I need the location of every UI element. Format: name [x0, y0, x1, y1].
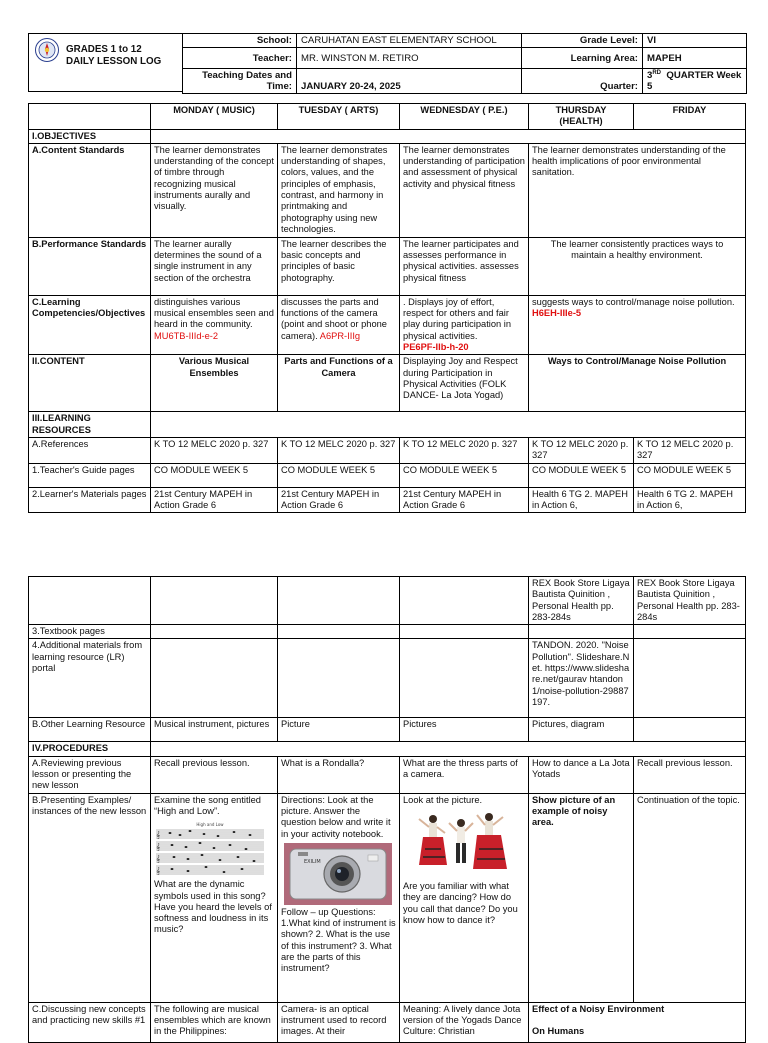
- teacher-value: MR. WINSTON M. RETIRO: [297, 48, 522, 69]
- presenting-tuesday: Directions: Look at the picture. Answer the question below and write it in your activity notebook. EXILIM Follow – up Questions: 1.What kind of instrument is shown? 2. What is the use of this instrument? 3. What are the parts of this instrument?: [278, 793, 400, 1002]
- header-info-table: [182, 33, 747, 94]
- svg-text:𝄞: 𝄞: [156, 855, 161, 864]
- day-header-thursday: THURSDAY (HEALTH): [529, 104, 634, 130]
- competency-code-wednesday: PE6PF-IIb-h-20: [403, 342, 469, 353]
- competencies-label: C.Learning Competencies/Objectives: [29, 295, 151, 354]
- day-header-friday: FRIDAY: [634, 104, 746, 130]
- rex-book-friday: REX Book Store Ligaya Bautista Quinition , Personal Health pp. 283-284s: [634, 577, 746, 625]
- folk-dancers-image: [411, 809, 511, 879]
- day-header-monday: MONDAY ( MUSIC): [151, 104, 278, 130]
- svg-text:𝄞: 𝄞: [156, 843, 161, 852]
- content-standards-health: The learner demonstrates understanding of the health implications of poor environmental sanitation.: [529, 143, 746, 237]
- discussing-label: C.Discussing new concepts and practicing new skills #1: [29, 1002, 151, 1042]
- other-resources-tuesday: Picture: [278, 718, 400, 742]
- reviewing-friday: Recall previous lesson.: [634, 756, 746, 793]
- other-resources-monday: Musical instrument, pictures: [151, 718, 278, 742]
- reviewing-tuesday: What is a Rondalla?: [278, 756, 400, 793]
- content-standards-label: A.Content Standards: [29, 143, 151, 237]
- competencies-tuesday: discusses the parts and functions of the camera (point and shoot or phone camera). A6PR-IIIg: [278, 295, 400, 354]
- competency-code-health: H6EH-IIIe-5: [532, 308, 582, 319]
- presenting-wednesday: Look at the picture. Are you familiar with what they are dancing? How do you call that dance? Do you know how to dance it?: [400, 793, 529, 1002]
- learners-materials-label: 2.Learner's Materials pages: [29, 487, 151, 513]
- teachers-guide-label: 1.Teacher's Guide pages: [29, 463, 151, 487]
- svg-text:𝄞: 𝄞: [156, 867, 161, 876]
- learning-area-label: Learning Area:: [522, 48, 643, 69]
- other-resources-thursday: Pictures, diagram: [529, 718, 634, 742]
- reviewing-monday: Recall previous lesson.: [151, 756, 278, 793]
- blank-corner: [29, 104, 151, 130]
- grade-level-label: Grade Level:: [522, 34, 643, 48]
- svg-text:𝄞: 𝄞: [156, 831, 161, 840]
- competency-code-monday: MU6TB-IIId-e-2: [154, 330, 219, 341]
- school-label: School:: [183, 34, 297, 48]
- rex-book-thursday: REX Book Store Ligaya Bautista Quinition , Personal Health pp. 283-284s: [529, 577, 634, 625]
- performance-standards-monday: The learner aurally determines the sound of a single instrument in any section of the orchestra: [151, 237, 278, 295]
- discussing-health: Effect of a Noisy Environment On Humans: [529, 1002, 746, 1042]
- procedures-heading: IV.PROCEDURES: [29, 742, 151, 756]
- teachers-guide-tuesday: CO MODULE WEEK 5: [278, 463, 400, 487]
- content-standards-tuesday: The learner demonstrates understanding of shapes, colors, values, and the principles of emphasis, contrast, and harmony in printmaking and photography using new technologies.: [278, 143, 400, 237]
- svg-text:High and Low: High and Low: [196, 822, 224, 828]
- competencies-monday: distinguishes various musical ensembles seen and heard in the community. MU6TB-IIId-e-2: [151, 295, 278, 354]
- references-friday: K TO 12 MELC 2020 p. 327: [634, 437, 746, 463]
- content-wednesday: Displaying Joy and Respect during Participation in Physical Activities (FOLK DANCE- La Jota Yogad): [400, 355, 529, 412]
- references-monday: K TO 12 MELC 2020 p. 327: [151, 437, 278, 463]
- presenting-friday: Continuation of the topic.: [634, 793, 746, 1002]
- learning-area-value: MAPEH: [643, 48, 747, 69]
- teachers-guide-friday: CO MODULE WEEK 5: [634, 463, 746, 487]
- presenting-thursday: Show picture of an example of noisy area.: [529, 793, 634, 1002]
- header-outline: [28, 33, 182, 92]
- grade-level-value: VI: [643, 34, 747, 48]
- document-title: GRADES 1 to 12 DAILY LESSON LOG: [66, 44, 162, 67]
- lesson-table-page-1: [28, 103, 746, 513]
- quarter-value: 3RD QUARTER Week 5: [643, 69, 747, 94]
- performance-standards-tuesday: The learner describes the basic concepts and principles of basic photography.: [278, 237, 400, 295]
- discussing-monday: The following are musical ensembles which are known in the Philippines:: [151, 1002, 278, 1042]
- presenting-monday: Examine the song entitled “High and Low”. High and Low 𝄞 𝄞 𝄞 𝄞 What are the dynamic symbols used in this song? Have you heard the levels of softness and loudness in its music?: [151, 793, 278, 1002]
- competency-code-tuesday: A6PR-IIIg: [319, 330, 361, 341]
- performance-standards-label: B.Performance Standards: [29, 237, 151, 295]
- dates-value: JANUARY 20-24, 2025: [297, 69, 522, 94]
- reviewing-label: A.Reviewing previous lesson or presenting the new lesson: [29, 756, 151, 793]
- presenting-label: B.Presenting Examples/ instances of the new lesson: [29, 793, 151, 1002]
- content-label: II.CONTENT: [29, 355, 151, 412]
- performance-standards-health: The learner consistently practices ways to maintain a healthy environment.: [529, 237, 746, 295]
- song-sheet-music-image: [154, 821, 266, 877]
- learners-materials-friday: Health 6 TG 2. MAPEH in Action 6,: [634, 487, 746, 513]
- content-health: Ways to Control/Manage Noise Pollution: [529, 355, 746, 412]
- references-tuesday: K TO 12 MELC 2020 p. 327: [278, 437, 400, 463]
- content-standards-monday: The learner demonstrates understanding of the concept of timbre through recognizing musical instruments aurally and visually.: [151, 143, 278, 237]
- learning-resources-heading: III.LEARNING RESOURCES: [29, 412, 151, 438]
- discussing-wednesday: Meaning: A lively dance Jota version of the Yogads Dance Culture: Christian: [400, 1002, 529, 1042]
- additional-materials-thursday: TANDON. 2020. "Noise Pollution". Slideshare.Net. https://www.slideshare.net/gaurav htandon1/noise-pollution-29887197.: [529, 639, 634, 718]
- other-resources-label: B.Other Learning Resource: [29, 718, 151, 742]
- additional-materials-label: 4.Additional materials from learning resource (LR) portal: [29, 639, 151, 718]
- references-thursday: K TO 12 MELC 2020 p. 327: [529, 437, 634, 463]
- content-standards-wednesday: The learner demonstrates understanding of participation and assessment of physical activity and physical fitness: [400, 143, 529, 237]
- content-tuesday: Parts and Functions of a Camera: [278, 355, 400, 412]
- teachers-guide-thursday: CO MODULE WEEK 5: [529, 463, 634, 487]
- references-label: A.References: [29, 437, 151, 463]
- day-header-tuesday: TUESDAY ( ARTS): [278, 104, 400, 130]
- teacher-label: Teacher:: [183, 48, 297, 69]
- competencies-wednesday: . Displays joy of effort, respect for others and fair play during participation in physical activities. PE6PF-IIb-h-20: [400, 295, 529, 354]
- camera-image: [284, 843, 392, 905]
- reviewing-thursday: How to dance a La Jota Yotads: [529, 756, 634, 793]
- references-wednesday: K TO 12 MELC 2020 p. 327: [400, 437, 529, 463]
- learners-materials-wednesday: 21st Century MAPEH in Action Grade 6: [400, 487, 529, 513]
- learners-materials-tuesday: 21st Century MAPEH in Action Grade 6: [278, 487, 400, 513]
- performance-standards-wednesday: The learner participates and assesses performance in physical activities. assesses physical fitness: [400, 237, 529, 295]
- lesson-table-page-2: [28, 576, 746, 1043]
- learners-materials-monday: 21st Century MAPEH in Action Grade 6: [151, 487, 278, 513]
- content-monday: Various Musical Ensembles: [151, 355, 278, 412]
- discussing-tuesday: Camera- is an optical instrument used to record images. At their: [278, 1002, 400, 1042]
- textbook-pages-label: 3.Textbook pages: [29, 625, 151, 639]
- objectives-heading: I.OBJECTIVES: [29, 129, 151, 143]
- svg-text:EXILIM: EXILIM: [304, 858, 321, 865]
- dates-label: Teaching Dates and Time:: [183, 69, 297, 94]
- teachers-guide-wednesday: CO MODULE WEEK 5: [400, 463, 529, 487]
- learners-materials-thursday: Health 6 TG 2. MAPEH in Action 6,: [529, 487, 634, 513]
- reviewing-wednesday: What are the thress parts of a camera.: [400, 756, 529, 793]
- school-value: CARUHATAN EAST ELEMENTARY SCHOOL: [297, 34, 522, 48]
- other-resources-wednesday: Pictures: [400, 718, 529, 742]
- teachers-guide-monday: CO MODULE WEEK 5: [151, 463, 278, 487]
- day-header-wednesday: WEDNESDAY ( P.E.): [400, 104, 529, 130]
- competencies-health: suggests ways to control/manage noise pollution. H6EH-IIIe-5: [529, 295, 746, 354]
- quarter-label: Quarter:: [522, 69, 643, 94]
